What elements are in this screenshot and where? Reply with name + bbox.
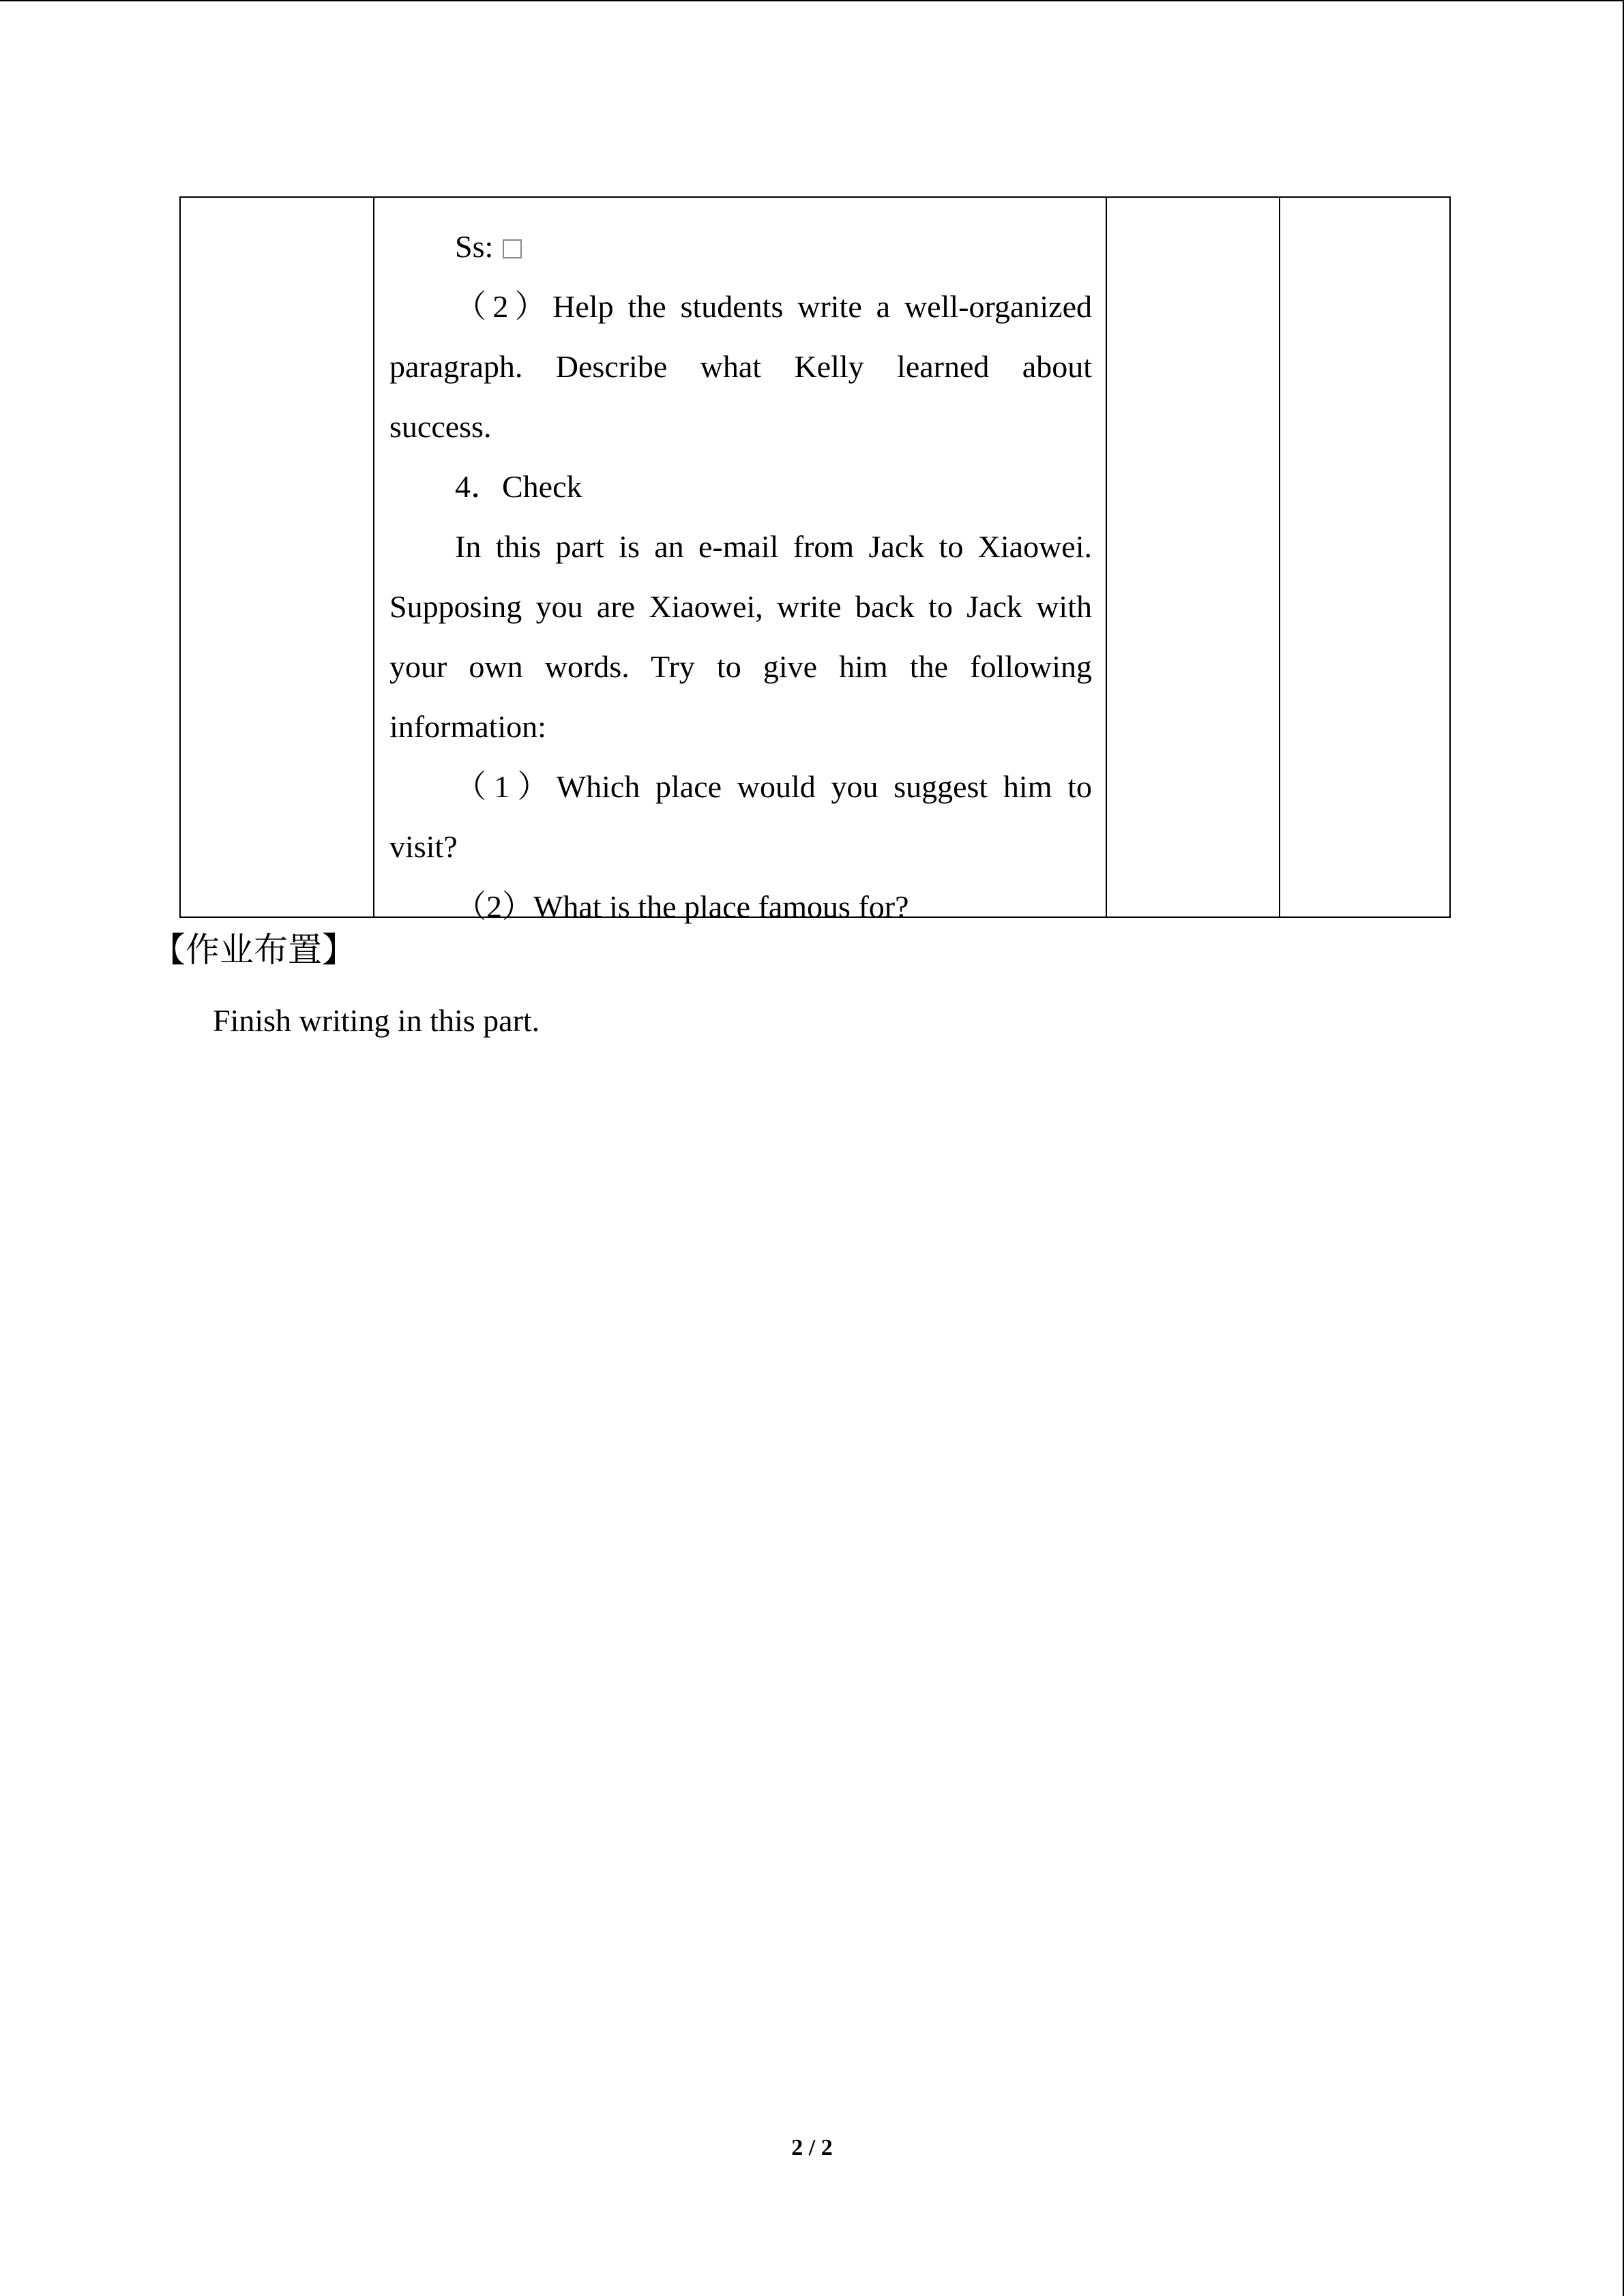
text-line-content: （2）Help the students write a well-organized bbox=[455, 289, 1092, 324]
text-line-content: paragraph. Describe what Kelly learned about bbox=[389, 349, 1092, 384]
text-line bbox=[389, 217, 1092, 277]
text-line bbox=[389, 517, 1092, 577]
text-line bbox=[389, 817, 1092, 877]
text-line bbox=[389, 577, 1092, 637]
text-line-content: （1）Which place would you suggest him to bbox=[455, 769, 1092, 804]
text-line bbox=[389, 877, 1092, 937]
table-cell-purpose bbox=[1106, 197, 1280, 917]
table-cell-notes bbox=[1280, 197, 1450, 917]
text-line-content: In this part is an e-mail from Jack to Xiaowei. bbox=[455, 529, 1092, 564]
text-line-content: success. bbox=[389, 409, 492, 444]
text-line-content: Supposing you are Xiaowei, write back to Jack with bbox=[389, 589, 1092, 624]
activities-content bbox=[374, 198, 1106, 924]
checkbox-icon bbox=[503, 239, 522, 258]
table-cell-stage bbox=[180, 197, 374, 917]
text-line bbox=[389, 757, 1092, 817]
homework-text: Finish writing in this part. bbox=[213, 1003, 540, 1038]
text-line-content: your own words. Try to give him the following bbox=[389, 649, 1092, 684]
text-line-content: Ss: bbox=[455, 229, 494, 264]
page-number: 2 / 2 bbox=[791, 2135, 833, 2160]
text-line bbox=[389, 397, 1092, 457]
text-line-content: 4．Check bbox=[455, 469, 582, 504]
table-cell-activities bbox=[374, 197, 1106, 924]
text-line bbox=[389, 637, 1092, 697]
text-line bbox=[389, 277, 1092, 337]
homework-heading: 【作业布置】 bbox=[151, 930, 356, 970]
table-row bbox=[180, 197, 1450, 917]
text-line-content: （2）What is the place famous for? bbox=[455, 889, 909, 924]
text-line bbox=[389, 337, 1092, 397]
text-line bbox=[389, 697, 1092, 757]
text-line-content: visit? bbox=[389, 829, 458, 864]
lesson-table bbox=[179, 196, 1451, 924]
text-line bbox=[389, 457, 1092, 517]
text-line-content: information: bbox=[389, 709, 546, 744]
